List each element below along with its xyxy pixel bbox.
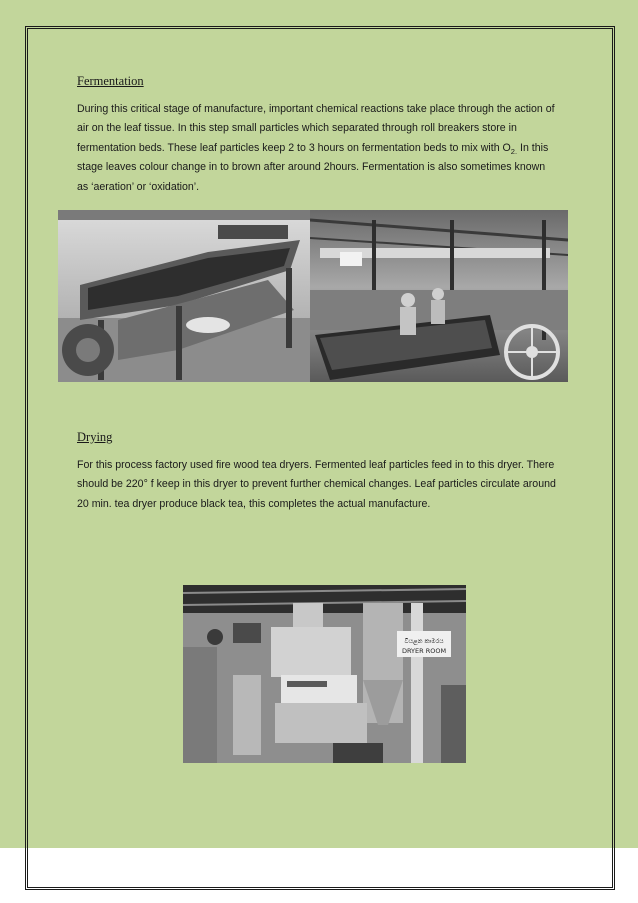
oxygen-subscript: 2. — [510, 146, 518, 156]
drying-paragraph: For this process factory used fire wood tea dryers. Fermented leaf particles feed in to this dryer. There should be 220° f keep in this dryer to prevent further chemical changes. Leaf particles circulate around 20 min. tea dryer produce black tea, this completes the actual manufacture. — [77, 459, 556, 510]
fermentation-bed-machine-photo — [58, 210, 310, 382]
dryer-room-sign-line2: DRYER ROOM — [401, 647, 447, 655]
factory-sign — [340, 252, 362, 266]
drying-heading: Drying — [77, 430, 113, 444]
fermentation-text-part2: In this stage leaves colour change in to brown after around 2hours. Fermentation is also sometimes known as ‘aeration’ or ‘oxidation’. — [77, 141, 549, 193]
fermentation-paragraph — [77, 100, 557, 197]
tea-dryer-room-photo — [183, 585, 466, 763]
factory-floor-workers-photo — [310, 210, 568, 382]
fermentation-text-part1: During this critical stage of manufacture, important chemical reactions take place through the action of air on the leaf tissue. In this step small particles which separated through roll breakers store in fermentation beds. These leaf particles keep 2 to 3 hours on fermentation beds to mix with O — [77, 103, 555, 154]
fermentation-heading: Fermentation — [77, 74, 144, 88]
dryer-room-sign-line1: වියළන කාමරය — [404, 638, 444, 645]
